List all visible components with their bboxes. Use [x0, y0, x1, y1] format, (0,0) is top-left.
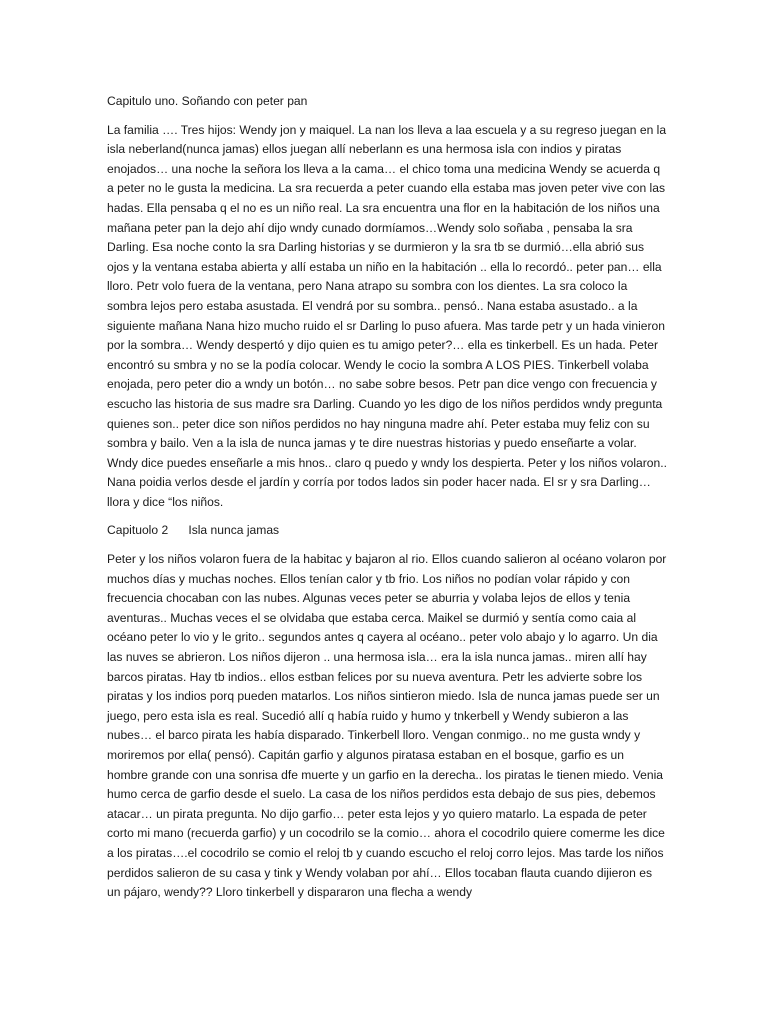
- chapter-1-text: La familia …. Tres hijos: Wendy jon y maiquel. La nan los lleva a laa escuela y a su regreso juegan en la isla neberland(nunca jamas) ellos juegan allí neberlann es una hermosa isla con indios y piratas enojados… una noche la señora los lleva a la cama… el chico toma una medicina Wendy se acuerda q a peter no le gusta la medicina. La sra recuerda a peter cuando ella estaba mas joven peter vive con las hadas. Ella pensaba q el no es un niño real. La sra encuentra una flor en la habitación de los niños una mañana peter pan la dejo ahí dijo wndy cunado dormíamos…Wendy solo soñaba , pensaba la sra Darling. Esa noche conto la sra Darling historias y se durmieron y la sra tb se durmió…ella abrió sus ojos y la ventana estaba abierta y allí estaba un niño en la habitación .. ella lo recordó.. peter pan… ella lloro. Petr volo fuera de la ventana, pero Nana atrapo su sombra con los dientes. La sra coloco la sombra lejos pero estaba asustada. El vendrá por su sombra.. pensó.. Nana estaba asustado.. a la siguiente mañana Nana hizo mucho ruido el sr Darling lo puso afuera. Mas tarde petr y un hada vinieron por la sombra… Wendy despertó y dijo quien es tu amigo peter?… ella es tinkerbell. Es un hada. Peter encontró su smbra y no se la podía colocar. Wendy le cocio la sombra A LOS PIES. Tinkerbell volaba enojada, pero peter dio a wndy un botón… no sabe sobre besos. Petr pan dice vengo con frecuencia y escucho las historia de sus madre sra Darling. Cuando yo les digo de los niños perdidos wndy pregunta quienes son.. peter dice son niños perdidos no hay ninguna madre ahí. Peter estaba muy feliz con su sombra y bailo. Ven a la isla de nunca jamas y te dire nuestras historias y puedo enseñarte a volar. Wndy dice puedes enseñarle a mis hnos.. claro q puedo y wndy los despierta. Peter y los niños volaron.. Nana poidia verlos desde el jardín y corría por todos lados sin poder hacer nada. El sr y sra Darling… llora y dice “los niños.: [107, 122, 667, 509]
- chapter-1-title: Capitulo uno. Soñando con peter pan: [107, 94, 308, 108]
- chapter-2-text: Peter y los niños volaron fuera de la habitac y bajaron al rio. Ellos cuando salieron al océano volaron por muchos días y muchas noches. Ellos tenían calor y tb frio. Los niños no podían volar rápido y con frecuencia chocaban con las nubes. Algunas veces peter se aburria y volaba lejos de ellos y tenia aventuras.. Muchas veces el se olvidaba que estaba cerca. Maikel se durmió y sentía como caia al océano peter lo vio y le grito.. segundos antes q cayera al océano.. peter volo abajo y lo agarro. Un dia las nuves se abrieron. Los niños dijeron .. una hermosa isla… era la isla nunca jamas.. miren allí hay barcos piratas. Hay tb indios.. ellos estban felices por su nueva aventura. Petr les advierte sobre los piratas y los indios porq pueden matarlos. Los niños sintieron miedo. Isla de nunca jamas puede ser un juego, pero esta isla es real. Sucedió allí q había ruido y humo y tnkerbell y Wendy subieron a las nubes… el barco pirata les había disparado. Tinkerbell lloro. Vengan conmigo.. no me gusta wndy y moriremos por ella( pensó). Capitán garfio y algunos piratasa estaban en el bosque, garfio es un hombre grande con una sonrisa dfe muerte y un garfio en la derecha.. los piratas le tienen miedo. Venia humo cerca de garfio desde el suelo. La casa de los niños perdidos esta debajo de sus pies, debemos atacar… un pirata pregunta. No dijo garfio… peter esta lejos y yo quiero matarlo. La espada de peter corto mi mano (recuerda garfio) y un cocodrilo se la comio… ahora el cocodrilo quiere comerme les dice a los piratas….el cocodrilo se comio el reloj tb y cuando escucho el reloj corro lejos. Mas tarde los niños perdidos salieron de su casa y tink y Wendy volaban por ahí… Ellos tocaban flauta cuando dijieron es un pájaro, wendy?? Lloro tinkerbell y dispararon una flecha a wendy: [107, 552, 667, 900]
- chapter-2-title: Capituolo 2 Isla nunca jamas: [107, 523, 280, 538]
- document-body: [107, 92, 667, 912]
